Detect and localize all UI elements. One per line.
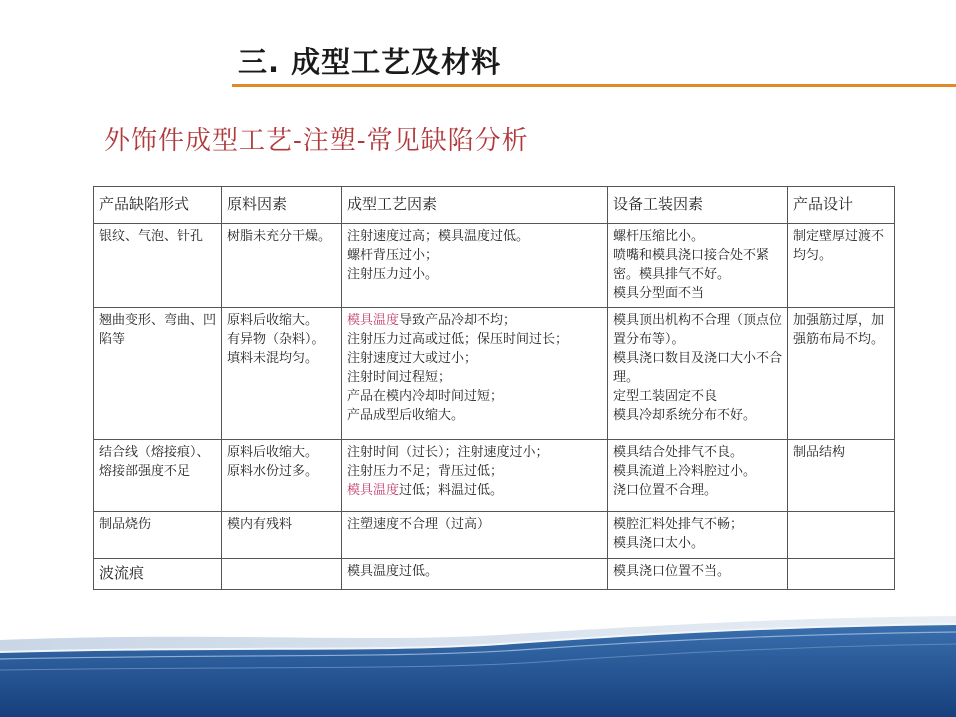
cell-material [222, 308, 342, 440]
cell-text: 模具顶出机构不合理（顶点位置分布等）。 [613, 313, 783, 348]
header-material: 原料因素 [222, 187, 342, 224]
cell-text: 注射时间过程短； [347, 369, 452, 385]
header-defect: 产品缺陷形式 [94, 187, 222, 224]
cell-text: 结合线（熔接痕）、熔接部强度不足 [99, 445, 210, 480]
cell-material [222, 440, 342, 512]
cell-material [222, 512, 342, 559]
cell-text: 模具浇口位置不当。 [613, 564, 731, 580]
cell-text: 银纹、气泡、针孔 [99, 229, 204, 244]
cell-text: 制定壁厚过渡不均匀。 [793, 229, 885, 263]
table-row [94, 224, 895, 308]
table-header-row [94, 187, 895, 224]
cell-text [347, 312, 602, 331]
cell-material [222, 559, 342, 590]
decorative-wave-band [0, 612, 956, 717]
cell-text: 原料后收缩大。 [227, 445, 319, 461]
cell-text: 模具温度过低。 [347, 564, 439, 580]
cell-defect [94, 440, 222, 512]
cell-text: 波流痕 [99, 564, 145, 583]
cell-design [788, 559, 895, 590]
cell-equipment [608, 512, 788, 559]
defect-analysis-table [93, 186, 895, 590]
cell-text: 产品在模内冷却时间过短； [347, 388, 504, 404]
cell-text: 模具冷却系统分布不好。 [613, 407, 757, 423]
cell-text: 喷嘴和模具浇口接合处不紧密。模具排气不好。 [613, 247, 770, 282]
cell-text: 树脂未充分干燥。 [227, 229, 332, 244]
highlight-text: 模具温度 [347, 483, 400, 499]
cell-text: 模具结合处排气不良。 [613, 445, 744, 461]
cell-design [788, 440, 895, 512]
cell-text: 产品成型后收缩大。 [347, 407, 465, 423]
cell-text [347, 482, 602, 501]
cell-text: 注射压力过小。 [347, 266, 439, 282]
title-divider [232, 84, 956, 87]
cell-text: 螺杆背压过小； [347, 247, 439, 263]
table-row [94, 440, 895, 512]
cell-text: 定型工装固定不良 [613, 388, 718, 404]
header-process: 成型工艺因素 [342, 187, 608, 224]
cell-text: 注射速度过大或过小； [347, 351, 478, 367]
cell-design [788, 308, 895, 440]
cell-text: 注射时间（过长）；注射速度过小； [347, 445, 549, 461]
cell-text: 模具浇口数目及浇口大小不合理。 [613, 351, 783, 385]
cell-design [788, 224, 895, 308]
cell-defect [94, 512, 222, 559]
table-row [94, 559, 895, 590]
cell-text: 原料水份过多。 [227, 464, 319, 480]
cell-text-rest: 导致产品冷却不均； [399, 313, 517, 329]
header-design: 产品设计 [788, 187, 895, 224]
cell-defect [94, 559, 222, 590]
cell-equipment [608, 308, 788, 440]
cell-process [342, 308, 608, 440]
cell-process [342, 440, 608, 512]
cell-text: 填料未混均匀。 [227, 351, 319, 367]
cell-process [342, 224, 608, 308]
cell-text: 注塑速度不合理（过高） [347, 517, 491, 533]
table-row [94, 308, 895, 440]
table-row [94, 512, 895, 559]
cell-text: 模腔汇料处排气不畅； [613, 517, 744, 533]
cell-equipment [608, 224, 788, 308]
cell-defect [94, 308, 222, 440]
cell-text: 注射压力过高或过低；保压时间过长； [347, 332, 569, 348]
cell-text: 模具分型面不当 [613, 285, 705, 301]
cell-equipment [608, 440, 788, 512]
cell-text: 注射压力不足；背压过低； [347, 464, 504, 480]
cell-text: 制品烧伤 [99, 517, 152, 533]
page-title: 三. 成型工艺及材料 [238, 45, 502, 79]
cell-material [222, 224, 342, 308]
cell-text: 制品结构 [793, 445, 846, 461]
slide-subtitle: 外饰件成型工艺-注塑-常见缺陷分析 [104, 126, 529, 156]
cell-text: 螺杆压缩比小。 [613, 229, 705, 244]
cell-equipment [608, 559, 788, 590]
cell-text: 浇口位置不合理。 [613, 483, 718, 499]
cell-defect [94, 224, 222, 308]
cell-text: 模具浇口太小。 [613, 536, 705, 552]
cell-text: 有异物（杂料）。 [227, 332, 325, 348]
cell-text-rest: 过低；料温过低。 [399, 483, 504, 499]
cell-text: 原料后收缩大。 [227, 313, 319, 329]
cell-design [788, 512, 895, 559]
cell-text: 模具流道上冷料腔过小。 [613, 464, 757, 480]
highlight-text: 模具温度 [347, 313, 400, 329]
cell-process [342, 512, 608, 559]
cell-text: 加强筋过厚，加强筋布局不均。 [793, 313, 885, 348]
header-equipment: 设备工装因素 [608, 187, 788, 224]
cell-text: 翘曲变形、弯曲、凹陷等 [99, 313, 217, 348]
cell-process [342, 559, 608, 590]
cell-text: 注射速度过高；模具温度过低。 [347, 229, 530, 244]
cell-text: 模内有残料 [227, 517, 293, 533]
